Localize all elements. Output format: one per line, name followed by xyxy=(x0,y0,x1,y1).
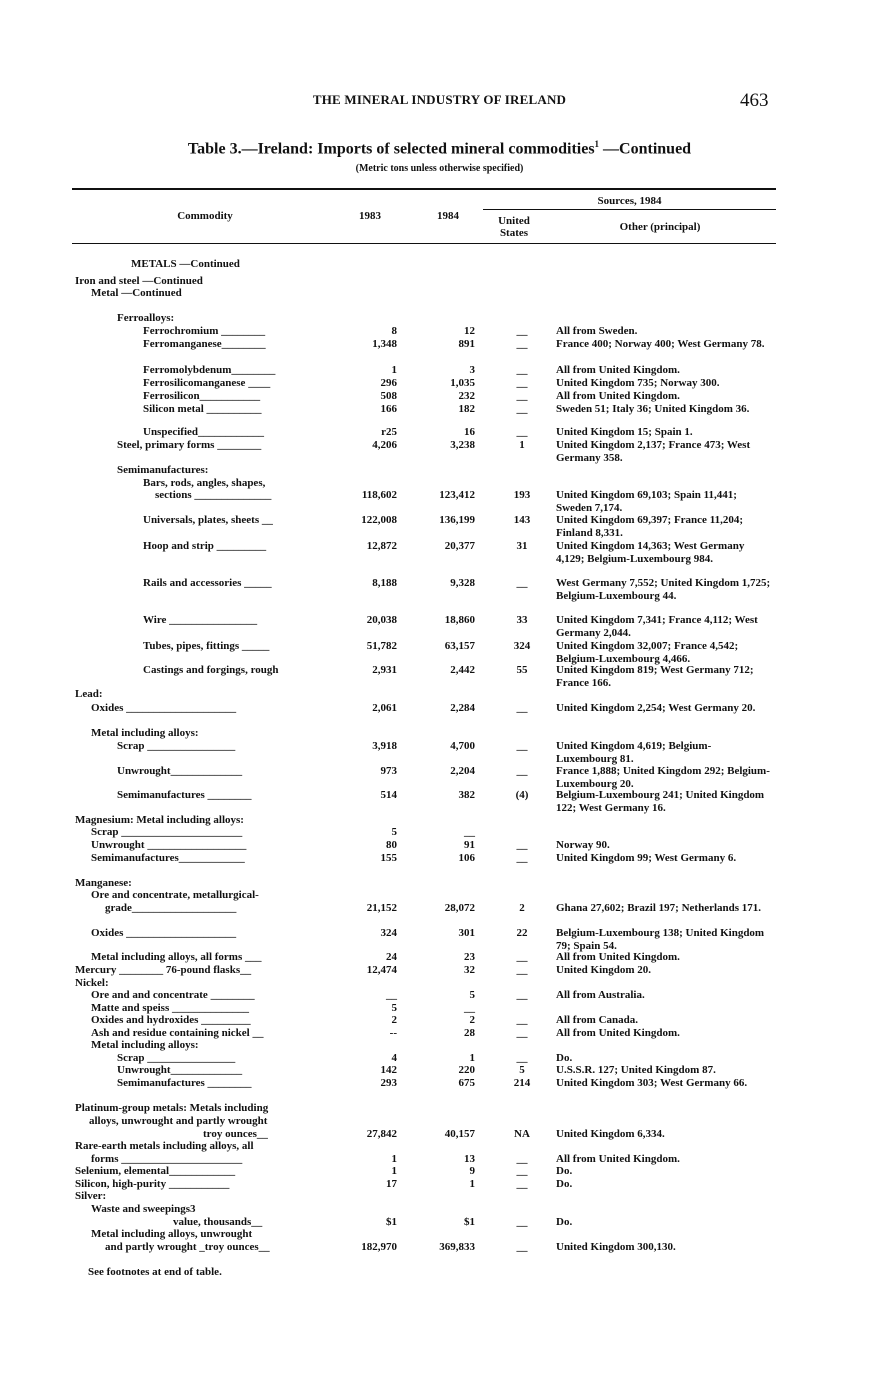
table-row xyxy=(0,489,879,514)
value-1984-cell: 2,442 xyxy=(450,664,475,676)
commodity-cell: Unspecified____________ xyxy=(143,426,264,438)
table-row xyxy=(0,664,879,689)
value-1983-cell: 973 xyxy=(380,765,397,777)
value-1983-cell: 24 xyxy=(386,951,397,963)
united-states-cell: __ xyxy=(516,426,528,438)
value-1984-cell: 2 xyxy=(469,1014,475,1026)
other-sources-cell: All from United Kingdom. xyxy=(556,390,680,402)
table-title-footnote-mark: 1 xyxy=(594,139,600,149)
value-1983-cell: 1 xyxy=(391,364,397,376)
value-1983-cell: 8,188 xyxy=(372,577,397,589)
value-1983-cell: $1 xyxy=(386,1216,397,1228)
value-1983-cell: 5 xyxy=(391,826,397,838)
value-1983-cell: 2,931 xyxy=(372,664,397,676)
commodity-cell: Silver: xyxy=(75,1190,107,1202)
united-states-cell: 193 xyxy=(513,489,531,501)
table-subtitle: (Metric tons unless otherwise specified) xyxy=(355,163,524,174)
value-1983-cell: 293 xyxy=(380,1077,397,1089)
value-1983-cell: 142 xyxy=(380,1064,397,1076)
table-row xyxy=(0,1165,879,1178)
col-header-commodity: Commodity xyxy=(177,210,233,222)
other-sources-cell: Ghana 27,602; Brazil 197; Netherlands 171. xyxy=(556,902,762,914)
commodity-cell: Ore and concentrate, metallurgical- xyxy=(91,889,259,901)
united-states-cell: 33 xyxy=(516,614,528,626)
value-1983-cell: 1 xyxy=(391,1153,397,1165)
commodity-cell: Semimanufactures____________ xyxy=(91,852,245,864)
commodity-cell: Ferromanganese________ xyxy=(143,338,266,350)
value-1984-cell: 123,412 xyxy=(439,489,475,501)
united-states-cell: 2 xyxy=(519,902,525,914)
commodity-cell: Steel, primary forms ________ xyxy=(117,439,262,451)
value-1984-cell: 28 xyxy=(464,1027,475,1039)
value-1984-cell: 91 xyxy=(464,839,475,851)
table-row xyxy=(0,540,879,565)
other-sources-cell: United Kingdom 735; Norway 300. xyxy=(556,377,720,389)
united-states-cell: __ xyxy=(516,1241,528,1253)
table-row xyxy=(0,1039,879,1052)
value-1984-cell: 891 xyxy=(458,338,475,350)
table-row xyxy=(0,927,879,952)
value-1984-cell: 5 xyxy=(469,989,475,1001)
united-states-cell: __ xyxy=(516,1178,528,1190)
value-1984-cell: 23 xyxy=(464,951,475,963)
table-row xyxy=(0,826,879,839)
table-row xyxy=(0,287,879,300)
commodity-cell: Semimanufactures: xyxy=(117,464,209,476)
value-1984-cell: 40,157 xyxy=(444,1128,475,1140)
value-1984-cell: __ xyxy=(464,1002,475,1014)
value-1983-cell: r25 xyxy=(381,426,397,438)
table-row xyxy=(0,964,879,977)
table-title-suffix: —Continued xyxy=(599,140,692,158)
value-1984-cell: __ xyxy=(464,826,475,838)
commodity-cell: Ferrosilicon___________ xyxy=(143,390,261,402)
commodity-cell: METALS —Continued xyxy=(131,258,240,270)
commodity-cell: Unwrought __________________ xyxy=(91,839,247,851)
col-header-united-states: United States xyxy=(498,215,530,239)
united-states-cell: 324 xyxy=(513,640,531,652)
other-sources-cell: West Germany 7,552; United Kingdom 1,725; Belgium-Luxembourg 44. xyxy=(556,577,771,602)
table-row xyxy=(0,364,879,377)
commodity-cell: Metal —Continued xyxy=(91,287,182,299)
commodity-cell: Mercury ________ 76-pound flasks__ xyxy=(75,964,252,976)
other-sources-cell: All from Canada. xyxy=(556,1014,638,1026)
footnote: See footnotes at end of table. xyxy=(88,1266,222,1278)
header-bottom-rule xyxy=(72,243,776,244)
united-states-cell: __ xyxy=(516,839,528,851)
united-states-cell: __ xyxy=(516,377,528,389)
table-row xyxy=(0,1014,879,1027)
value-1984-cell: 9 xyxy=(469,1165,475,1177)
commodity-cell: Manganese: xyxy=(75,877,132,889)
united-states-cell: __ xyxy=(516,338,528,350)
value-1984-cell: 136,199 xyxy=(439,514,475,526)
table-row xyxy=(0,577,879,602)
commodity-cell: Metal including alloys, unwrought xyxy=(91,1228,253,1240)
united-states-cell: __ xyxy=(516,852,528,864)
other-sources-cell: Belgium-Luxembourg 241; United Kingdom 122; West Germany 16. xyxy=(556,789,765,814)
value-1983-cell: 20,038 xyxy=(366,614,397,626)
commodity-cell: Waste and sweepings3 xyxy=(91,1203,196,1215)
table-row xyxy=(0,1241,879,1254)
table-row xyxy=(0,1102,879,1115)
sources-rule xyxy=(483,209,776,210)
other-sources-cell: France 1,888; United Kingdom 292; Belgium-Luxembourg 20. xyxy=(556,765,770,790)
table-row xyxy=(0,640,879,665)
col-header-1983: 1983 xyxy=(359,210,381,222)
other-sources-cell: Do. xyxy=(556,1165,573,1177)
table-row xyxy=(0,765,879,790)
other-sources-cell: Norway 90. xyxy=(556,839,610,851)
value-1983-cell: 514 xyxy=(380,789,397,801)
united-states-cell: __ xyxy=(516,702,528,714)
col-header-1984: 1984 xyxy=(437,210,459,222)
value-1984-cell: 182 xyxy=(458,403,475,415)
united-states-cell: __ xyxy=(516,989,528,1001)
commodity-cell: Oxides ____________________ xyxy=(91,702,237,714)
table-row xyxy=(0,727,879,740)
commodity-cell: alloys, unwrought and partly wrought xyxy=(89,1115,268,1127)
value-1983-cell: 296 xyxy=(380,377,397,389)
commodity-cell: Selenium, elemental____________ xyxy=(75,1165,236,1177)
value-1983-cell: 118,602 xyxy=(361,489,397,501)
table-row xyxy=(0,464,879,477)
other-sources-cell: United Kingdom 819; West Germany 712; France 166. xyxy=(556,664,754,689)
commodity-cell: Scrap ________________ xyxy=(117,1052,236,1064)
commodity-cell: Oxides ____________________ xyxy=(91,927,237,939)
commodity-cell: Magnesium: Metal including alloys: xyxy=(75,814,244,826)
table-row xyxy=(0,514,879,539)
commodity-cell: Unwrought_____________ xyxy=(117,765,243,777)
other-sources-cell: United Kingdom 2,254; West Germany 20. xyxy=(556,702,756,714)
commodity-cell: Iron and steel —Continued xyxy=(75,275,203,287)
united-states-cell: __ xyxy=(516,390,528,402)
table-row xyxy=(0,951,879,964)
value-1984-cell: 106 xyxy=(458,852,475,864)
other-sources-cell: United Kingdom 4,619; Belgium-Luxembourg 81. xyxy=(556,740,712,765)
commodity-cell: value, thousands__ xyxy=(173,1216,263,1228)
value-1984-cell: 675 xyxy=(458,1077,475,1089)
table-row xyxy=(0,740,879,765)
value-1983-cell: 4 xyxy=(391,1052,397,1064)
other-sources-cell: United Kingdom 69,397; France 11,204; Finland 8,331. xyxy=(556,514,743,539)
other-sources-cell: All from United Kingdom. xyxy=(556,1153,680,1165)
table-row xyxy=(0,403,879,416)
commodity-cell: Semimanufactures ________ xyxy=(117,789,252,801)
value-1984-cell: 220 xyxy=(458,1064,475,1076)
united-states-cell: __ xyxy=(516,403,528,415)
united-states-cell: __ xyxy=(516,765,528,777)
other-sources-cell: United Kingdom 69,103; Spain 11,441; Sweden 7,174. xyxy=(556,489,737,514)
commodity-cell: Matte and speiss ______________ xyxy=(91,1002,249,1014)
table-row xyxy=(0,852,879,865)
table-row xyxy=(0,258,879,271)
commodity-cell: Platinum-group metals: Metals including xyxy=(75,1102,269,1114)
value-1984-cell: 32 xyxy=(464,964,475,976)
commodity-cell: Semimanufactures ________ xyxy=(117,1077,252,1089)
united-states-cell: NA xyxy=(514,1128,530,1140)
united-states-cell: __ xyxy=(516,951,528,963)
value-1983-cell: __ xyxy=(386,989,397,1001)
other-sources-cell: United Kingdom 2,137; France 473; West Germany 358. xyxy=(556,439,751,464)
value-1984-cell: 3,238 xyxy=(450,439,475,451)
table-row xyxy=(0,902,879,915)
value-1983-cell: 5 xyxy=(391,1002,397,1014)
col-header-sources: Sources, 1984 xyxy=(597,195,662,207)
other-sources-cell: United Kingdom 32,007; France 4,542; Belgium-Luxembourg 4,466. xyxy=(556,640,739,665)
commodity-cell: and partly wrought _troy ounces__ xyxy=(105,1241,270,1253)
united-states-cell: 5 xyxy=(519,1064,525,1076)
value-1984-cell: 9,328 xyxy=(450,577,475,589)
commodity-cell: forms ______________________ xyxy=(91,1153,243,1165)
other-sources-cell: United Kingdom 6,334. xyxy=(556,1128,665,1140)
table-row xyxy=(0,1077,879,1090)
table-row xyxy=(0,325,879,338)
united-states-cell: 31 xyxy=(516,540,528,552)
table-row xyxy=(0,688,879,701)
commodity-cell: Silicon, high-purity ___________ xyxy=(75,1178,230,1190)
united-states-cell: __ xyxy=(516,1014,528,1026)
commodity-cell: Tubes, pipes, fittings _____ xyxy=(143,640,270,652)
commodity-cell: Wire ________________ xyxy=(143,614,258,626)
value-1983-cell: 12,872 xyxy=(366,540,397,552)
united-states-cell: __ xyxy=(516,325,528,337)
other-sources-cell: Do. xyxy=(556,1178,573,1190)
value-1983-cell: 122,008 xyxy=(361,514,397,526)
value-1983-cell: 80 xyxy=(386,839,397,851)
value-1984-cell: 2,284 xyxy=(450,702,475,714)
table-row xyxy=(0,1190,879,1203)
commodity-cell: Nickel: xyxy=(75,977,109,989)
table-row xyxy=(0,377,879,390)
commodity-cell: Ferromolybdenum________ xyxy=(143,364,276,376)
commodity-cell: Lead: xyxy=(75,688,103,700)
table-row xyxy=(0,426,879,439)
commodity-cell: Universals, plates, sheets __ xyxy=(143,514,273,526)
united-states-cell: __ xyxy=(516,364,528,376)
value-1984-cell: 301 xyxy=(458,927,475,939)
commodity-cell: Metal including alloys, all forms ___ xyxy=(91,951,262,963)
commodity-cell: Ore and and concentrate ________ xyxy=(91,989,255,1001)
value-1983-cell: 27,842 xyxy=(366,1128,397,1140)
page-number: 463 xyxy=(740,90,769,111)
united-states-cell: __ xyxy=(516,1153,528,1165)
value-1984-cell: 13 xyxy=(464,1153,475,1165)
united-states-cell: 143 xyxy=(513,514,531,526)
commodity-cell: Metal including alloys: xyxy=(91,727,199,739)
value-1984-cell: 232 xyxy=(458,390,475,402)
value-1984-cell: 369,833 xyxy=(439,1241,475,1253)
other-sources-cell: Belgium-Luxembourg 138; United Kingdom 79; Spain 54. xyxy=(556,927,765,952)
table-row xyxy=(0,1064,879,1077)
value-1983-cell: 17 xyxy=(386,1178,397,1190)
other-sources-cell: U.S.S.R. 127; United Kingdom 87. xyxy=(556,1064,716,1076)
other-sources-cell: Sweden 51; Italy 36; United Kingdom 36. xyxy=(556,403,750,415)
commodity-cell: Scrap ________________ xyxy=(117,740,236,752)
value-1984-cell: 28,072 xyxy=(444,902,475,914)
other-sources-cell: United Kingdom 15; Spain 1. xyxy=(556,426,693,438)
value-1984-cell: 20,377 xyxy=(444,540,475,552)
running-title: THE MINERAL INDUSTRY OF IRELAND xyxy=(312,92,567,107)
value-1984-cell: 382 xyxy=(458,789,475,801)
united-states-cell: 214 xyxy=(513,1077,531,1089)
value-1984-cell: 16 xyxy=(464,426,475,438)
commodity-cell: Metal including alloys: xyxy=(91,1039,199,1051)
united-states-cell: __ xyxy=(516,577,528,589)
table-row xyxy=(0,614,879,639)
table-row xyxy=(0,889,879,902)
value-1984-cell: 1 xyxy=(469,1178,475,1190)
united-states-cell: __ xyxy=(516,1165,528,1177)
table-row xyxy=(0,702,879,715)
united-states-cell: __ xyxy=(516,964,528,976)
other-sources-cell: All from Australia. xyxy=(556,989,645,1001)
other-sources-cell: United Kingdom 20. xyxy=(556,964,652,976)
top-rule xyxy=(72,188,776,190)
table-title-main: Table 3.—Ireland: Imports of selected mineral commodities xyxy=(187,140,595,158)
value-1983-cell: 12,474 xyxy=(366,964,397,976)
other-sources-cell: United Kingdom 303; West Germany 66. xyxy=(556,1077,748,1089)
table-row xyxy=(0,312,879,325)
value-1984-cell: 2,204 xyxy=(450,765,475,777)
value-1983-cell: 182,970 xyxy=(361,1241,397,1253)
table-row xyxy=(0,1115,879,1128)
value-1983-cell: 1,348 xyxy=(372,338,397,350)
other-sources-cell: All from United Kingdom. xyxy=(556,951,680,963)
value-1984-cell: 1 xyxy=(469,1052,475,1064)
value-1984-cell: 4,700 xyxy=(450,740,475,752)
value-1983-cell: 324 xyxy=(380,927,397,939)
commodity-cell: Ferroalloys: xyxy=(117,312,175,324)
other-sources-cell: All from United Kingdom. xyxy=(556,364,680,376)
commodity-cell: Scrap ______________________ xyxy=(91,826,243,838)
value-1984-cell: $1 xyxy=(464,1216,475,1228)
value-1983-cell: 8 xyxy=(391,325,397,337)
commodity-cell: Hoop and strip _________ xyxy=(143,540,267,552)
value-1983-cell: 2,061 xyxy=(372,702,397,714)
other-sources-cell: Do. xyxy=(556,1052,573,1064)
united-states-cell: 22 xyxy=(516,927,528,939)
commodity-cell: Silicon metal __________ xyxy=(143,403,262,415)
commodity-cell: troy ounces__ xyxy=(203,1128,268,1140)
table-row xyxy=(0,1203,879,1216)
value-1983-cell: 508 xyxy=(380,390,397,402)
value-1984-cell: 1,035 xyxy=(450,377,475,389)
col-header-other: Other (principal) xyxy=(619,221,701,233)
value-1983-cell: 21,152 xyxy=(366,902,397,914)
value-1983-cell: 1 xyxy=(391,1165,397,1177)
table-row xyxy=(0,839,879,852)
other-sources-cell: United Kingdom 300,130. xyxy=(556,1241,676,1253)
commodity-cell: Ferrochromium ________ xyxy=(143,325,266,337)
value-1983-cell: 4,206 xyxy=(372,439,397,451)
commodity-cell: Oxides and hydroxides _________ xyxy=(91,1014,251,1026)
table-row xyxy=(0,989,879,1002)
value-1983-cell: 155 xyxy=(380,852,397,864)
commodity-cell: sections ______________ xyxy=(155,489,272,501)
other-sources-cell: United Kingdom 99; West Germany 6. xyxy=(556,852,737,864)
value-1984-cell: 12 xyxy=(464,325,475,337)
other-sources-cell: United Kingdom 14,363; West Germany 4,129; Belgium-Luxembourg 984. xyxy=(556,540,745,565)
commodity-cell: Castings and forgings, rough xyxy=(143,664,279,676)
commodity-cell: Ferrosilicomanganese ____ xyxy=(143,377,271,389)
value-1983-cell: 3,918 xyxy=(372,740,397,752)
commodity-cell: Rails and accessories _____ xyxy=(143,577,272,589)
other-sources-cell: All from Sweden. xyxy=(556,325,638,337)
other-sources-cell: All from United Kingdom. xyxy=(556,1027,680,1039)
table-title xyxy=(0,139,879,158)
value-1984-cell: 18,860 xyxy=(444,614,475,626)
united-states-cell: __ xyxy=(516,1216,528,1228)
united-states-cell: __ xyxy=(516,1052,528,1064)
commodity-cell: Unwrought_____________ xyxy=(117,1064,243,1076)
commodity-cell: Rare-earth metals including alloys, all xyxy=(75,1140,254,1152)
united-states-cell: __ xyxy=(516,1027,528,1039)
table-row xyxy=(0,338,879,351)
table-row xyxy=(0,439,879,464)
other-sources-cell: United Kingdom 7,341; France 4,112; West Germany 2,044. xyxy=(556,614,758,639)
united-states-cell: 1 xyxy=(519,439,525,451)
table-row xyxy=(0,789,879,814)
value-1983-cell: 2 xyxy=(391,1014,397,1026)
value-1983-cell: -- xyxy=(389,1027,397,1039)
value-1983-cell: 166 xyxy=(380,403,397,415)
value-1984-cell: 3 xyxy=(469,364,475,376)
table-row xyxy=(0,1228,879,1241)
united-states-cell: 55 xyxy=(516,664,528,676)
value-1983-cell: 51,782 xyxy=(366,640,397,652)
united-states-cell: __ xyxy=(516,740,528,752)
value-1984-cell: 63,157 xyxy=(444,640,475,652)
commodity-cell: Bars, rods, angles, shapes, xyxy=(143,477,266,489)
commodity-cell: Ash and residue containing nickel __ xyxy=(91,1027,264,1039)
other-sources-cell: Do. xyxy=(556,1216,573,1228)
other-sources-cell: France 400; Norway 400; West Germany 78. xyxy=(556,338,765,350)
table-row xyxy=(0,390,879,403)
table-row xyxy=(0,1140,879,1153)
united-states-cell: (4) xyxy=(515,789,529,801)
commodity-cell: grade___________________ xyxy=(105,902,237,914)
